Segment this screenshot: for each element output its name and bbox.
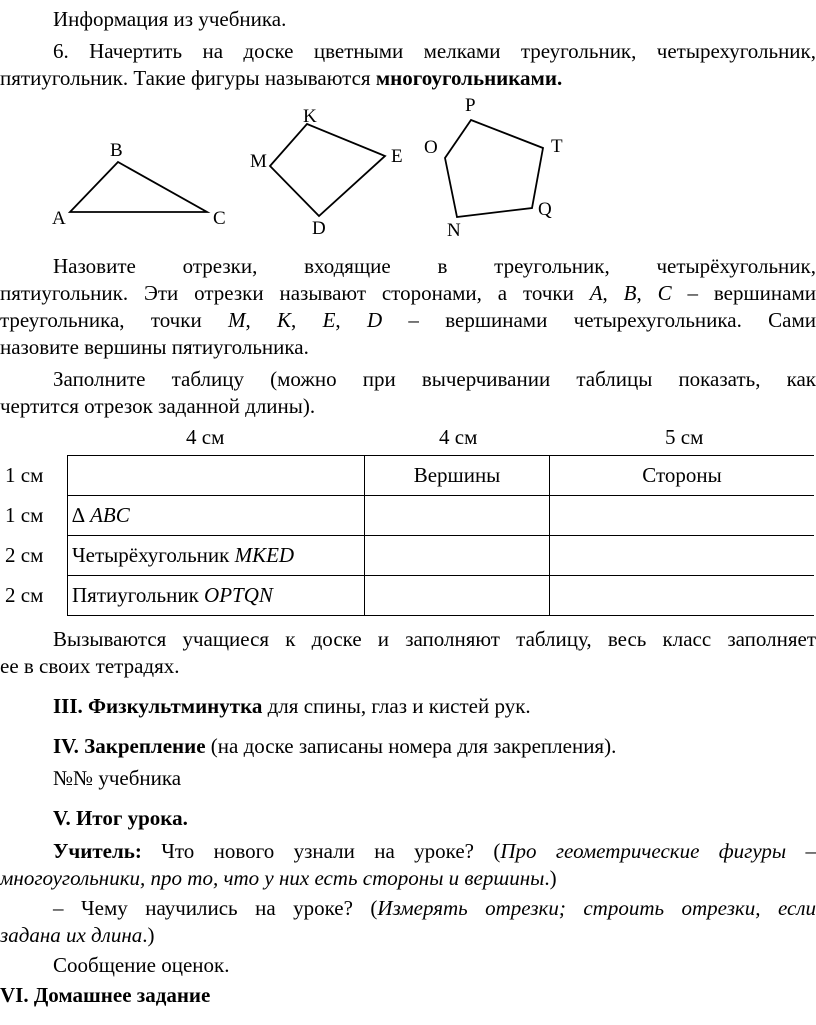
row-size: 2 см <box>5 583 44 607</box>
teacher-line-3: – Чему научились на уроке? (Измерять отрезки; строить отрезки, если <box>53 896 816 920</box>
teacher-line-1: Учитель: Что нового узнали на уроке? (Про геометрические фигуры – <box>53 839 816 863</box>
pentagon-optqn <box>424 95 563 241</box>
triangle-abc <box>52 140 226 229</box>
col-size-1: 4 см <box>186 425 225 449</box>
vertices-table <box>0 455 814 616</box>
section-3: III. Физкультминутка для спины, глаз и кистей рук. <box>53 694 531 718</box>
table-header-row <box>0 456 814 496</box>
para2-line-2: пятиугольник. Эти отрезки называют сторонами, а точки A, B, C – вершинами <box>0 281 816 305</box>
figure-name-cell: ∆ ABC <box>68 496 365 536</box>
sides-cell <box>550 536 815 576</box>
para3-line-2: чертится отрезок заданной длины). <box>0 394 316 418</box>
grades-line: Сообщение оценок. <box>53 953 230 977</box>
row-size: 1 см <box>5 463 44 487</box>
label-e: E <box>391 146 403 167</box>
table-cell <box>68 456 365 496</box>
figure-name-cell: Пятиугольник OPTQN <box>68 576 365 616</box>
section-5: V. Итог урока. <box>53 806 188 830</box>
polygon-figures <box>0 95 816 245</box>
sides-cell <box>550 576 815 616</box>
label-n: N <box>447 220 461 241</box>
para2-line-3: треугольника, точки M, K, E, D – вершинами четырехугольника. Сами <box>0 308 816 332</box>
header-sides: Стороны <box>550 456 815 496</box>
para3-line-1: Заполните таблицу (можно при вычерчивании таблицы показать, как <box>53 367 816 391</box>
label-t: T <box>551 136 563 157</box>
figure-name-cell: Четырёхугольник MKED <box>68 536 365 576</box>
section-6: VI. Домашнее задание <box>0 983 211 1007</box>
label-d: D <box>312 218 326 239</box>
label-a: A <box>52 208 66 229</box>
table-row <box>0 496 814 536</box>
col-size-2: 4 см <box>439 425 478 449</box>
para4-line-2: ее в своих тетрадях. <box>0 654 180 678</box>
header-title: Информация из учебника. <box>53 7 287 31</box>
section-4-line-2: №№ учебника <box>53 766 182 790</box>
col-size-3: 5 см <box>665 425 704 449</box>
label-k: K <box>303 106 317 127</box>
sides-cell <box>550 496 815 536</box>
label-o: O <box>424 137 438 158</box>
quadrilateral-mked <box>250 106 403 239</box>
label-b: B <box>110 140 123 161</box>
label-p: P <box>465 95 476 116</box>
header-vertices: Вершины <box>365 456 550 496</box>
para4-line-1: Вызываются учащиеся к доске и заполняют таблицу, весь класс заполняет <box>53 627 816 651</box>
table-row <box>0 536 814 576</box>
para2-line-4: назовите вершины пятиугольника. <box>0 335 309 359</box>
task-line-2: пятиугольник. Такие фигуры называются многоугольниками. <box>0 66 563 90</box>
task-line-1: 6. Начертить на доске цветными мелками треугольник, четырехугольник, <box>53 39 816 63</box>
label-q: Q <box>538 199 552 220</box>
vertices-cell <box>365 576 550 616</box>
para2-line-1: Назовите отрезки, входящие в треугольник, четырёхугольник, <box>53 254 816 278</box>
label-m: M <box>250 151 267 172</box>
teacher-line-2: многоугольники, про то, что у них есть стороны и вершины.) <box>0 866 557 890</box>
vertices-cell <box>365 536 550 576</box>
row-size: 1 см <box>5 503 44 527</box>
section-4: IV. Закрепление (на доске записаны номера для закрепления). <box>53 734 617 758</box>
vertices-cell <box>365 496 550 536</box>
table-row <box>0 576 814 616</box>
row-size: 2 см <box>5 543 44 567</box>
label-c: C <box>213 208 226 229</box>
teacher-line-4: задана их длина.) <box>0 923 155 947</box>
